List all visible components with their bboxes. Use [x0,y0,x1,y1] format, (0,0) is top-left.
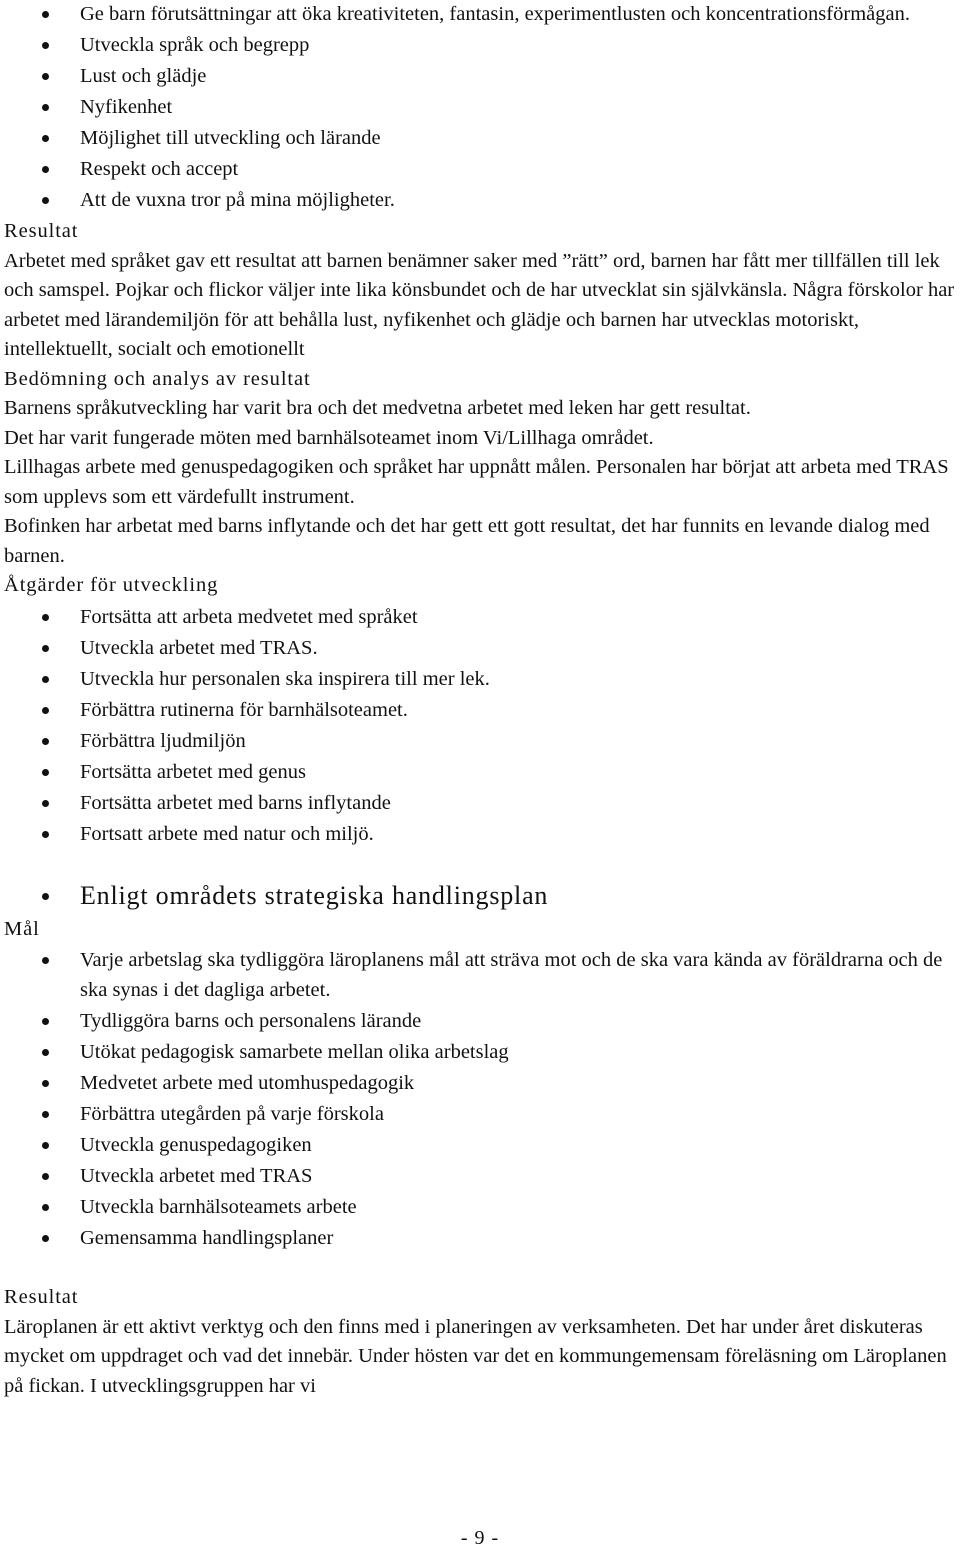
list-item: Utveckla barnhälsoteamets arbete [4,1193,956,1223]
list-item: Lust och glädje [4,62,956,92]
list-item: Fortsatt arbete med natur och miljö. [4,820,956,850]
bedomning-paragraph: Barnens språkutveckling har varit bra och det medvetna arbetet med leken har gett resultat. [4,397,751,419]
list-item: Utveckla arbetet med TRAS. [4,634,956,664]
bedomning-paragraph: Bofinken har arbetat med barns inflytande och det har gett ett gott resultat, det har funnits en levande dialog med barnen. [4,515,930,567]
goals-list [4,0,956,216]
bedomning-paragraph: Lillhagas arbete med genuspedagogiken och språket har uppnått målen. Personalen har börjat att arbeta med TRAS som upplevs som ett värdefullt instrument. [4,456,949,508]
list-item: Förbättra ljudmiljön [4,727,956,757]
list-item: Gemensamma handlingsplaner [4,1224,956,1254]
mal-list [4,946,956,1253]
list-item: Respekt och accept [4,155,956,185]
list-item: Förbättra utegården på varje förskola [4,1100,956,1130]
list-item: Medvetet arbete med utomhuspedagogik [4,1069,956,1099]
list-item: Förbättra rutinerna för barnhälsoteamet. [4,696,956,726]
list-item: Utveckla hur personalen ska inspirera till mer lek. [4,665,956,695]
section-heading-bedomning: Bedömning och analys av resultat [4,367,311,390]
section-heading-resultat: Resultat [4,1286,79,1308]
atgarder-list [4,603,956,850]
page-number: - 9 - [460,1527,500,1549]
list-item: Att de vuxna tror på mina möjligheter. [4,186,956,216]
list-item: Varje arbetslag ska tydliggöra läroplanens mål att sträva mot och de ska vara kända av föräldrarna och de ska synas i det dagliga arbetet. [4,946,956,1005]
list-item: Ge barn förutsättningar att öka kreativiteten, fantasin, experimentlusten och koncentrationsförmågan. [4,0,956,30]
list-item: Tydliggöra barns och personalens lärande [4,1007,956,1037]
list-item: Fortsätta arbetet med genus [4,758,956,788]
strategic-plan-list [4,879,956,913]
list-item: Utveckla språk och begrepp [4,31,956,61]
document-page [4,0,956,1401]
section-heading-atgarder: Åtgärder för utveckling [4,574,219,596]
list-item: Fortsätta arbetet med barns inflytande [4,789,956,819]
list-item: Utveckla genuspedagogiken [4,1131,956,1161]
resultat-paragraph: Arbetet med språket gav ett resultat att barnen benämner saker med ”rätt” ord, barnen har fått mer tillfällen till lek och samspel. Pojkar och flickor väljer inte lika könsbundet och de har utvecklat sin självkänsla. Några förskolor har arbetet med lärandemiljön för att behålla lust, nyfikenhet och glädje och barnen har utvecklas motoriskt, intellektuellt, socialt och emotionellt [4,249,955,360]
list-item: Nyfikenhet [4,93,956,123]
bedomning-paragraph: Det har varit fungerade möten med barnhälsoteamet inom Vi/Lillhaga området. [4,426,654,449]
strategic-plan-title: Enligt områdets strategiska handlingsplan [4,879,956,913]
list-item: Möjlighet till utveckling och lärande [4,124,956,154]
section-heading-resultat: Resultat [4,220,79,242]
section-heading-mal: Mål [4,917,40,940]
list-item: Utökat pedagogisk samarbete mellan olika arbetslag [4,1038,956,1068]
list-item: Utveckla arbetet med TRAS [4,1162,956,1192]
resultat-paragraph: Läroplanen är ett aktivt verktyg och den finns med i planeringen av verksamheten. Det har under året diskuteras mycket om uppdraget och vad det innebär. Under hösten var det en kommungemensam föreläsning om Läroplanen på fickan. I utvecklingsgruppen har vi [4,1315,947,1397]
list-item: Fortsätta att arbeta medvetet med språket [4,603,956,633]
